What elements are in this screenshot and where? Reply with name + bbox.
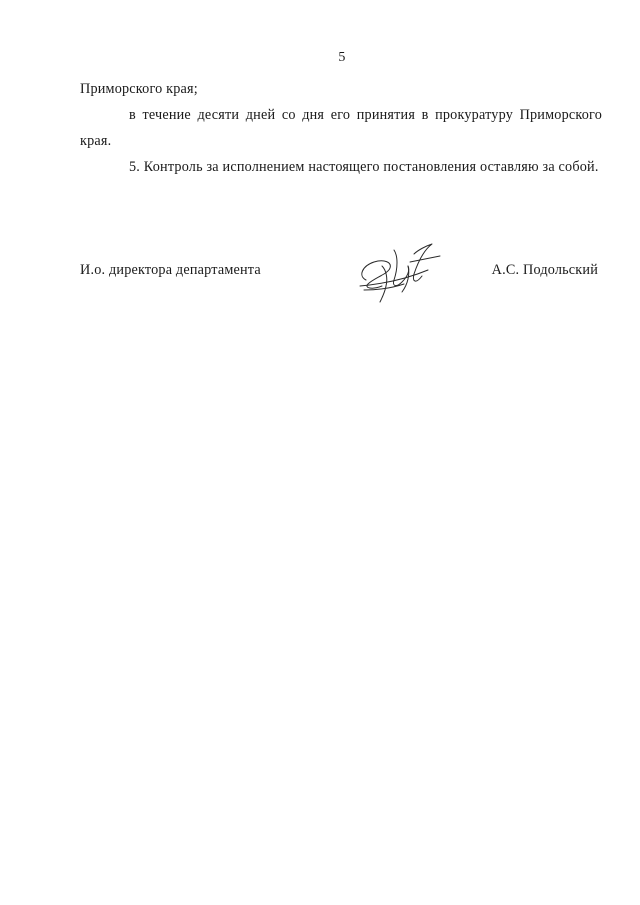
paragraph-control: 5. Контроль за исполнением настоящего постановления оставляю за собой. (129, 159, 599, 175)
body-text (80, 76, 602, 180)
paragraph-prosecutor: в течение десяти дней со дня его принятия в прокуратуру Приморского края. (80, 107, 602, 149)
signer-name: А.С. Подольский (491, 262, 598, 278)
signature-block (80, 262, 602, 302)
page-number: 5 (338, 50, 346, 65)
signer-title: И.о. директора департамента (80, 262, 261, 278)
handwritten-signature (352, 240, 448, 304)
paragraph-continuation: Приморского края; (80, 81, 198, 97)
